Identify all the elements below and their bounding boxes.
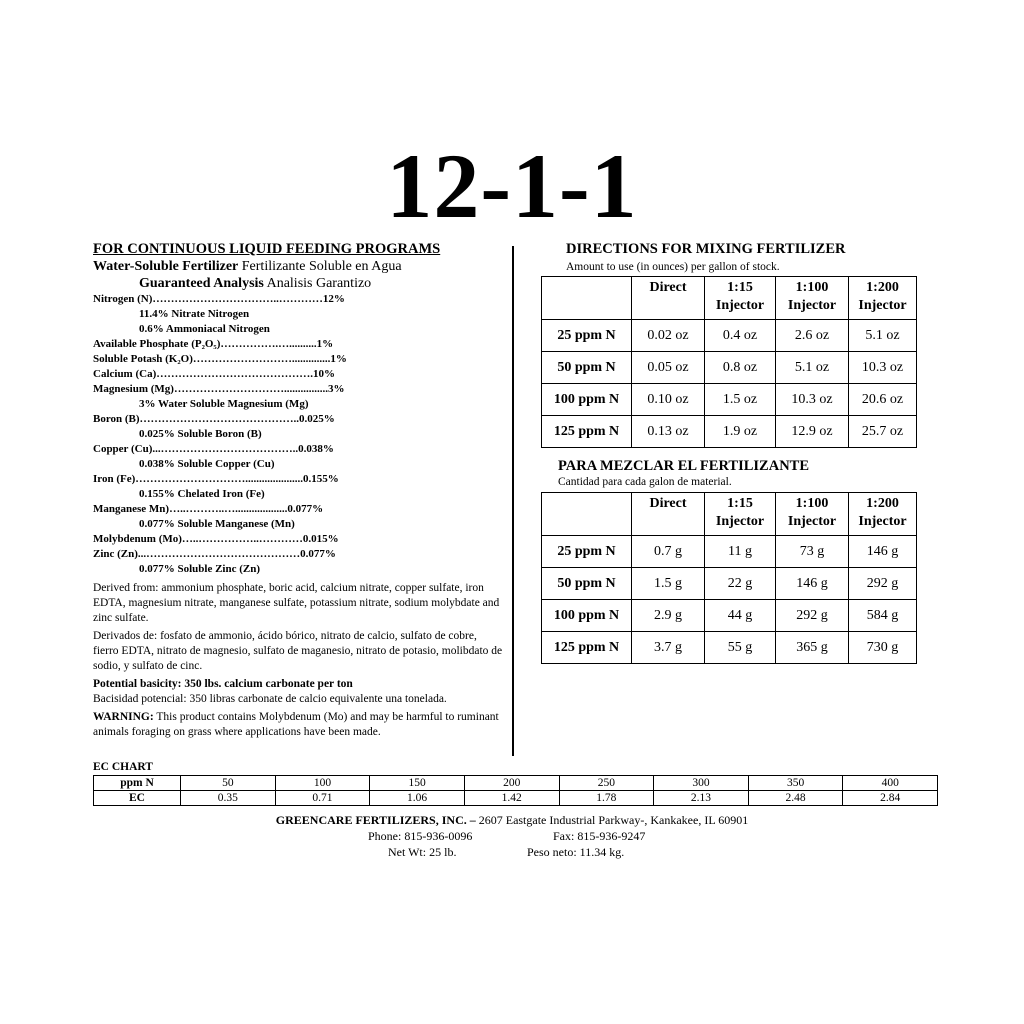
mix-column-header-line2: Injector bbox=[715, 298, 765, 313]
mix-column-header-line1: 1:200 bbox=[866, 280, 899, 295]
mix-row bbox=[542, 632, 917, 664]
mix-column-header bbox=[776, 277, 849, 320]
mix-column-header-line1: 1:100 bbox=[795, 496, 829, 511]
mix-cell: 0.4 oz bbox=[705, 320, 776, 352]
ec-cell: 0.71 bbox=[275, 791, 370, 806]
mix-cell: 730 g bbox=[849, 632, 917, 664]
mix-cell: 44 g bbox=[705, 600, 776, 632]
potential-basicity-es: Bacisidad potencial: 350 libras carbonate de calcio equivalente una tonelada. bbox=[93, 693, 447, 705]
mix-row-label: 25 ppm N bbox=[542, 320, 632, 352]
ec-cell: 0.35 bbox=[181, 791, 276, 806]
type-es: Fertilizante Soluble en Agua bbox=[241, 259, 402, 274]
ec-cell: 1.42 bbox=[464, 791, 559, 806]
analysis-row: Iron (Fe)………………………….....................0.155% bbox=[93, 473, 339, 485]
analysis-row: Calcium (Ca)…………………………………….10% bbox=[93, 368, 335, 380]
mix-cell: 292 g bbox=[776, 600, 849, 632]
mix-column-header-line1: 1:15 bbox=[727, 280, 753, 295]
mix-cell: 10.3 oz bbox=[776, 384, 849, 416]
mezclar-subtitle: Cantidad para cada galon de material. bbox=[558, 476, 732, 488]
type-en: Water-Soluble Fertilizer bbox=[93, 259, 239, 274]
mixing-table-grams bbox=[541, 492, 917, 664]
mix-row bbox=[542, 568, 917, 600]
mix-cell: 1.5 oz bbox=[705, 384, 776, 416]
mix-cell: 73 g bbox=[776, 536, 849, 568]
ec-cell: 2.13 bbox=[654, 791, 749, 806]
mix-cell: 584 g bbox=[849, 600, 917, 632]
mix-cell: 0.13 oz bbox=[632, 416, 705, 448]
mixing-directions-subtitle: Amount to use (in ounces) per gallon of stock. bbox=[566, 261, 780, 273]
analysis-row: Nitrogen (N)……………………………..…………12% bbox=[93, 293, 345, 305]
ec-cell: 50 bbox=[181, 776, 276, 791]
analysis-subrow: 11.4% Nitrate Nitrogen bbox=[139, 308, 250, 320]
mix-cell: 0.10 oz bbox=[632, 384, 705, 416]
mixing-directions-title: DIRECTIONS FOR MIXING FERTILIZER bbox=[566, 241, 846, 257]
label-left-column bbox=[93, 241, 503, 740]
mix-column-header-line2: Injector bbox=[787, 514, 837, 529]
ec-cell: 1.78 bbox=[559, 791, 654, 806]
mix-row-label: 125 ppm N bbox=[542, 416, 632, 448]
mix-column-header bbox=[849, 277, 917, 320]
analysis-row: Manganese Mn)…..………..…...................0.077% bbox=[93, 503, 324, 515]
analysis-list bbox=[93, 292, 503, 577]
mix-cell: 1.5 g bbox=[632, 568, 705, 600]
guaranteed-analysis-heading bbox=[93, 275, 503, 292]
mix-cell: 5.1 oz bbox=[776, 352, 849, 384]
mix-cell: 0.05 oz bbox=[632, 352, 705, 384]
mix-cell: 20.6 oz bbox=[849, 384, 917, 416]
product-title: 12-1-1 bbox=[386, 135, 638, 237]
mix-header-row bbox=[542, 493, 917, 536]
mix-column-header-line1: Direct bbox=[649, 496, 687, 511]
mix-cell: 146 g bbox=[776, 568, 849, 600]
company-name: GREENCARE FERTILIZERS, INC. – bbox=[275, 813, 476, 827]
ec-cell: 150 bbox=[370, 776, 465, 791]
analysis-subrow: 0.6% Ammoniacal Nitrogen bbox=[139, 323, 270, 335]
mix-row bbox=[542, 352, 917, 384]
company-address: 2607 Eastgate Industrial Parkway-, Kankakee, IL 60901 bbox=[475, 813, 749, 827]
mix-column-header-line2: Injector bbox=[858, 514, 907, 529]
ec-chart-title: EC CHART bbox=[93, 761, 153, 773]
mix-cell: 12.9 oz bbox=[776, 416, 849, 448]
mixing-table-ounces bbox=[541, 276, 917, 448]
analysis-row: Boron (B)……………………………………..0.025% bbox=[93, 413, 335, 425]
ec-cell: 300 bbox=[654, 776, 749, 791]
warning-text: This product contains Molybdenum (Mo) and may be harmful to ruminant animals foraging on grass where applications have been made. bbox=[93, 711, 499, 738]
mix-cell: 0.8 oz bbox=[705, 352, 776, 384]
mix-cell: 22 g bbox=[705, 568, 776, 600]
mix-row-label: 100 ppm N bbox=[542, 600, 632, 632]
ec-row-label: EC bbox=[94, 791, 181, 806]
ec-cell: 2.48 bbox=[748, 791, 843, 806]
ec-cell: 400 bbox=[843, 776, 938, 791]
analysis-row: Copper (Cu)...………………………………..0.038% bbox=[93, 443, 334, 455]
mezclar-title: PARA MEZCLAR EL FERTILIZANTE bbox=[558, 458, 810, 474]
mix-cell: 2.9 g bbox=[632, 600, 705, 632]
ec-chart-table bbox=[93, 775, 938, 806]
mix-header-row bbox=[542, 277, 917, 320]
mix-cell: 0.02 oz bbox=[632, 320, 705, 352]
mix-column-header bbox=[632, 493, 705, 536]
mix-cell: 5.1 oz bbox=[849, 320, 917, 352]
analysis-subrow: 3% Water Soluble Magnesium (Mg) bbox=[139, 398, 309, 410]
warning bbox=[93, 710, 503, 740]
mix-cell: 55 g bbox=[705, 632, 776, 664]
phone: Phone: 815-936-0096 bbox=[368, 829, 473, 843]
mix-cell: 365 g bbox=[776, 632, 849, 664]
mix-row bbox=[542, 600, 917, 632]
analysis-es: Analisis Garantizo bbox=[266, 276, 372, 291]
column-divider bbox=[512, 246, 514, 756]
ec-cell: 100 bbox=[275, 776, 370, 791]
analysis-row: Molybdenum (Mo)…..……………..…………0.015% bbox=[93, 533, 339, 545]
mix-cell: 146 g bbox=[849, 536, 917, 568]
mix-column-header-line1: Direct bbox=[649, 280, 687, 295]
mix-column-header-line2: Injector bbox=[715, 514, 765, 529]
potential-basicity-en: Potential basicity: 350 lbs. calcium carbonate per ton bbox=[93, 678, 353, 690]
mix-column-header bbox=[705, 493, 776, 536]
mix-row bbox=[542, 536, 917, 568]
mix-column-header-line1: 1:15 bbox=[727, 496, 753, 511]
mix-column-header bbox=[632, 277, 705, 320]
ec-cell: 350 bbox=[748, 776, 843, 791]
mix-cell: 2.6 oz bbox=[776, 320, 849, 352]
analysis-row: Soluble Potash (K₂O)………………………..............1% bbox=[93, 353, 347, 365]
mix-row bbox=[542, 416, 917, 448]
mix-row-label: 50 ppm N bbox=[542, 352, 632, 384]
mix-row bbox=[542, 384, 917, 416]
ec-row-ec bbox=[94, 791, 938, 806]
analysis-subrow: 0.155% Chelated Iron (Fe) bbox=[139, 488, 265, 500]
mix-corner-cell bbox=[542, 277, 632, 320]
analysis-row: Available Phosphate (P₂O₅)…………….…..........1% bbox=[93, 338, 334, 350]
mix-cell: 3.7 g bbox=[632, 632, 705, 664]
mix-cell: 1.9 oz bbox=[705, 416, 776, 448]
ec-row-ppm bbox=[94, 776, 938, 791]
analysis-subrow: 0.077% Soluble Zinc (Zn) bbox=[139, 563, 261, 575]
mix-cell: 25.7 oz bbox=[849, 416, 917, 448]
analysis-row: Magnesium (Mg)…………………………................3% bbox=[93, 383, 345, 395]
derived-from-es: Derivados de: fosfato de ammonio, ácido bórico, nitrato de calcio, sulfato de cobre, fierro EDTA, nitrato de magnesio, sulfato de maganesio, nitrato de potasio, molibdato de sodio, y sulfato de cinc. bbox=[93, 630, 503, 672]
analysis-subrow: 0.025% Soluble Boron (B) bbox=[139, 428, 262, 440]
ec-cell: 200 bbox=[464, 776, 559, 791]
mix-row bbox=[542, 320, 917, 352]
warning-label: WARNING: bbox=[93, 711, 154, 723]
fax: Fax: 815-936-9247 bbox=[553, 829, 646, 843]
mix-column-header-line1: 1:200 bbox=[866, 496, 899, 511]
peso-neto: Peso neto: 11.34 kg. bbox=[527, 845, 625, 859]
net-weight: Net Wt: 25 lb. bbox=[388, 845, 457, 859]
mix-cell: 292 g bbox=[849, 568, 917, 600]
analysis-subrow: 0.038% Soluble Copper (Cu) bbox=[139, 458, 275, 470]
mix-row-label: 50 ppm N bbox=[542, 568, 632, 600]
mix-column-header-line2: Injector bbox=[787, 298, 837, 313]
mix-row-label: 125 ppm N bbox=[542, 632, 632, 664]
mix-row-label: 100 ppm N bbox=[542, 384, 632, 416]
company-line bbox=[0, 812, 1024, 828]
mix-cell: 0.7 g bbox=[632, 536, 705, 568]
ec-cell: 2.84 bbox=[843, 791, 938, 806]
mix-corner-cell bbox=[542, 493, 632, 536]
mix-column-header bbox=[849, 493, 917, 536]
mix-column-header-line2: Injector bbox=[858, 298, 907, 313]
mix-column-header bbox=[776, 493, 849, 536]
analysis-subrow: 0.077% Soluble Manganese (Mn) bbox=[139, 518, 295, 530]
mix-row-label: 25 ppm N bbox=[542, 536, 632, 568]
ec-cell: 1.06 bbox=[370, 791, 465, 806]
derived-from-en: Derived from: ammonium phosphate, boric acid, calcium nitrate, copper sulfate, iron EDTA, magnesium nitrate, manganese sulfate, potassium nitrate, sodium molybdate and zinc sulfate. bbox=[93, 582, 500, 624]
program-header: FOR CONTINUOUS LIQUID FEEDING PROGRAMS bbox=[93, 241, 441, 257]
analysis-row: Zinc (Zn)...……………………………………0.077% bbox=[93, 548, 336, 560]
fertilizer-type bbox=[93, 258, 503, 275]
analysis-en: Guaranteed Analysis bbox=[139, 276, 264, 291]
mix-column-header bbox=[705, 277, 776, 320]
ec-cell: 250 bbox=[559, 776, 654, 791]
mix-cell: 10.3 oz bbox=[849, 352, 917, 384]
ec-row-label: ppm N bbox=[94, 776, 181, 791]
mix-cell: 11 g bbox=[705, 536, 776, 568]
mix-column-header-line1: 1:100 bbox=[795, 280, 829, 295]
